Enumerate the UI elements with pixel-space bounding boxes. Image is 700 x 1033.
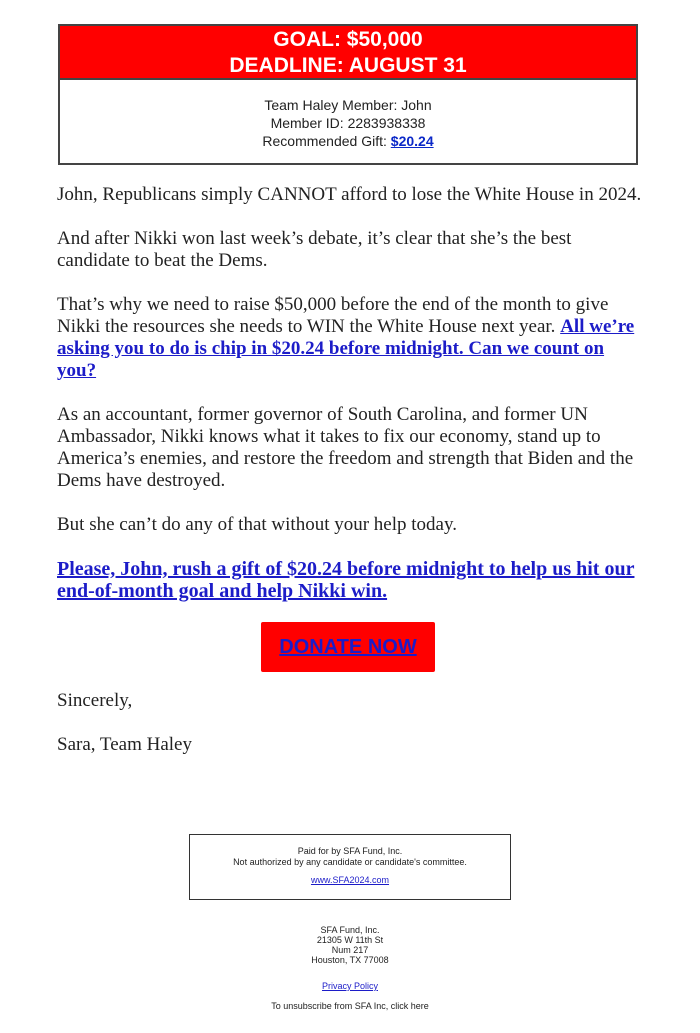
signature: Sara, Team Haley [57, 734, 192, 755]
not-authorized-text: Not authorized by any candidate or candidate's committee. [233, 857, 467, 867]
paragraph-4: As an accountant, former governor of South Carolina, and former UN Ambassador, Nikki knows what it takes to fix our economy, stand up to America’s enemies, and restore the freedom and strength that Biden and the Dems have destroyed. [57, 404, 634, 491]
unsubscribe-link[interactable]: To unsubscribe from SFA Inc, click here [271, 1001, 429, 1011]
donate-now-button[interactable]: DONATE NOW [261, 622, 435, 672]
recommended-gift [60, 132, 636, 150]
paragraph-6 [57, 558, 647, 602]
address-org: SFA Fund, Inc. [320, 925, 380, 935]
paragraph-5: But she can’t do any of that without your help today. [57, 514, 457, 535]
email-body [57, 184, 647, 778]
paragraph-1: John, Republicans simply CANNOT afford to lose the White House in 2024. [57, 184, 642, 205]
member-name: Team Haley Member: John [264, 97, 432, 113]
paragraph-3-text: That’s why we need to raise $50,000 before the end of the month to give Nikki the resources she needs to WIN the White House next year. [57, 294, 609, 337]
paid-for-text: Paid for by SFA Fund, Inc. [297, 846, 403, 856]
closing: Sincerely, [57, 690, 133, 711]
website-link[interactable]: www.SFA2024.com [310, 875, 390, 885]
goal-amount: GOAL: $50,000 [273, 28, 423, 51]
paragraph-3 [57, 294, 647, 382]
chip-in-link[interactable]: All we’re asking you to do is chip in $20.24 before midnight. Can we count on you? [57, 316, 635, 381]
address-street: 21305 W 11th St [316, 935, 384, 945]
member-id: Member ID: 2283938338 [270, 115, 426, 131]
recommended-gift-label: Recommended Gift: [262, 133, 391, 149]
disclaimer-box [189, 834, 511, 900]
privacy-wrap [0, 981, 700, 991]
member-info [60, 80, 636, 150]
goal-box [58, 24, 638, 165]
recommended-gift-link[interactable]: $20.24 [390, 133, 434, 149]
rush-gift-link[interactable]: Please, John, rush a gift of $20.24 before midnight to help us hit our end-of-month goal and help Nikki win. [57, 558, 635, 602]
mailing-address [0, 925, 700, 1011]
goal-deadline: DEADLINE: AUGUST 31 [229, 54, 467, 77]
privacy-policy-link[interactable]: Privacy Policy [321, 981, 378, 991]
paragraph-2: And after Nikki won last week’s debate, it’s clear that she’s the best candidate to beat the Dems. [57, 228, 572, 271]
goal-header [60, 26, 636, 80]
donate-wrap [57, 622, 647, 672]
address-city: Houston, TX 77008 [311, 955, 389, 965]
address-suite: Num 217 [331, 945, 369, 955]
